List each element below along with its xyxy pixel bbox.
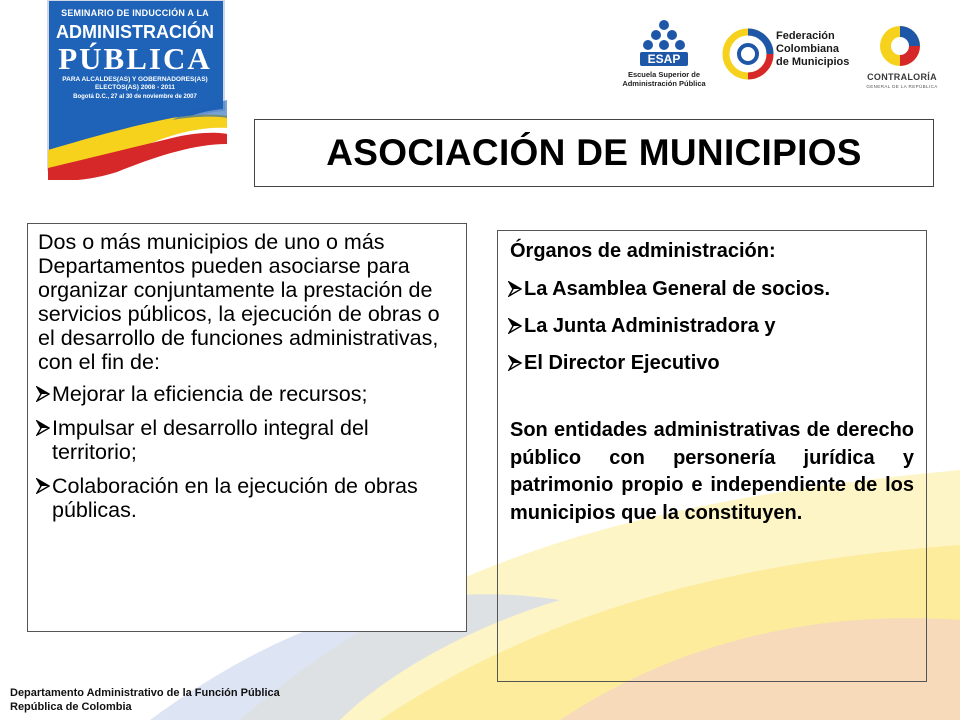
federacion-line2: Colombiana <box>776 43 839 55</box>
badge-line4: PARA ALCALDES(AS) Y GOBERNADORES(AS) <box>62 76 208 83</box>
badge-line5: ELECTOS(AS) 2008 - 2011 <box>94 84 176 91</box>
left-list <box>38 382 452 522</box>
contraloria-sub: GENERAL DE LA REPÚBLICA <box>866 84 938 89</box>
seminar-badge <box>22 0 227 180</box>
list-item <box>510 314 914 338</box>
esap-logo <box>610 18 718 96</box>
federacion-line1: Federación <box>776 30 835 42</box>
federacion-logo <box>722 26 852 86</box>
footer-line1: Departamento Administrativo de la Función Pública <box>10 687 280 699</box>
arrow-bullet-icon <box>36 420 50 436</box>
left-item-text: Colaboración en la ejecución de obras públicas. <box>52 474 418 522</box>
list-item <box>510 351 914 375</box>
contraloria-emblem-icon <box>852 22 952 70</box>
list-item <box>38 474 452 522</box>
esap-line2: Administración Pública <box>622 79 706 88</box>
list-item <box>510 277 914 301</box>
arrow-bullet-icon <box>36 386 50 402</box>
badge-line6: Bogotá D.C., 27 al 30 de noviembre de 2007 <box>73 94 197 100</box>
right-list <box>510 277 914 375</box>
badge-line1: SEMINARIO DE INDUCCIÓN A LA <box>61 8 209 18</box>
esap-emblem-icon <box>610 18 718 70</box>
right-panel <box>497 230 927 682</box>
left-intro: Dos o más municipios de uno o más Departamentos pueden asociarse para organizar conjuntamente la prestación de servicios públicos, la ejecución de obras o el desarrollo de funciones administrativas, con el fin de: <box>38 230 440 374</box>
list-item <box>38 382 452 406</box>
footer-line2: República de Colombia <box>10 701 132 713</box>
left-item-text: Impulsar el desarrollo integral del territorio; <box>52 416 369 464</box>
right-item-text: La Junta Administradora y <box>524 315 776 337</box>
badge-line3: PÚBLICA <box>58 41 212 76</box>
contraloria-logo <box>852 22 952 100</box>
contraloria-name: CONTRALORÍA <box>867 72 937 82</box>
left-panel <box>27 223 467 632</box>
arrow-bullet-icon <box>508 355 522 371</box>
esap-line1: Escuela Superior de <box>627 70 701 79</box>
right-item-text: El Director Ejecutivo <box>524 352 720 374</box>
badge-line2: ADMINISTRACIÓN <box>56 22 214 42</box>
esap-acronym: ESAP <box>647 52 681 66</box>
list-item <box>38 416 452 464</box>
page-title: ASOCIACIÓN DE MUNICIPIOS <box>326 132 862 173</box>
left-item-text: Mejorar la eficiencia de recursos; <box>52 382 368 406</box>
arrow-bullet-icon <box>36 478 50 494</box>
federacion-line3: de Municipios <box>776 56 850 68</box>
arrow-bullet-icon <box>508 318 522 334</box>
arrow-bullet-icon <box>508 281 522 297</box>
right-item-text: La Asamblea General de socios. <box>524 278 831 300</box>
footer <box>10 686 280 714</box>
right-paragraph: Son entidades administrativas de derecho público con personería jurídica y patrimonio propio e independiente de los municipios que la constituyen. <box>510 419 914 524</box>
title-box <box>254 119 934 187</box>
federacion-emblem-icon <box>722 26 774 82</box>
right-heading: Órganos de administración: <box>510 240 776 262</box>
